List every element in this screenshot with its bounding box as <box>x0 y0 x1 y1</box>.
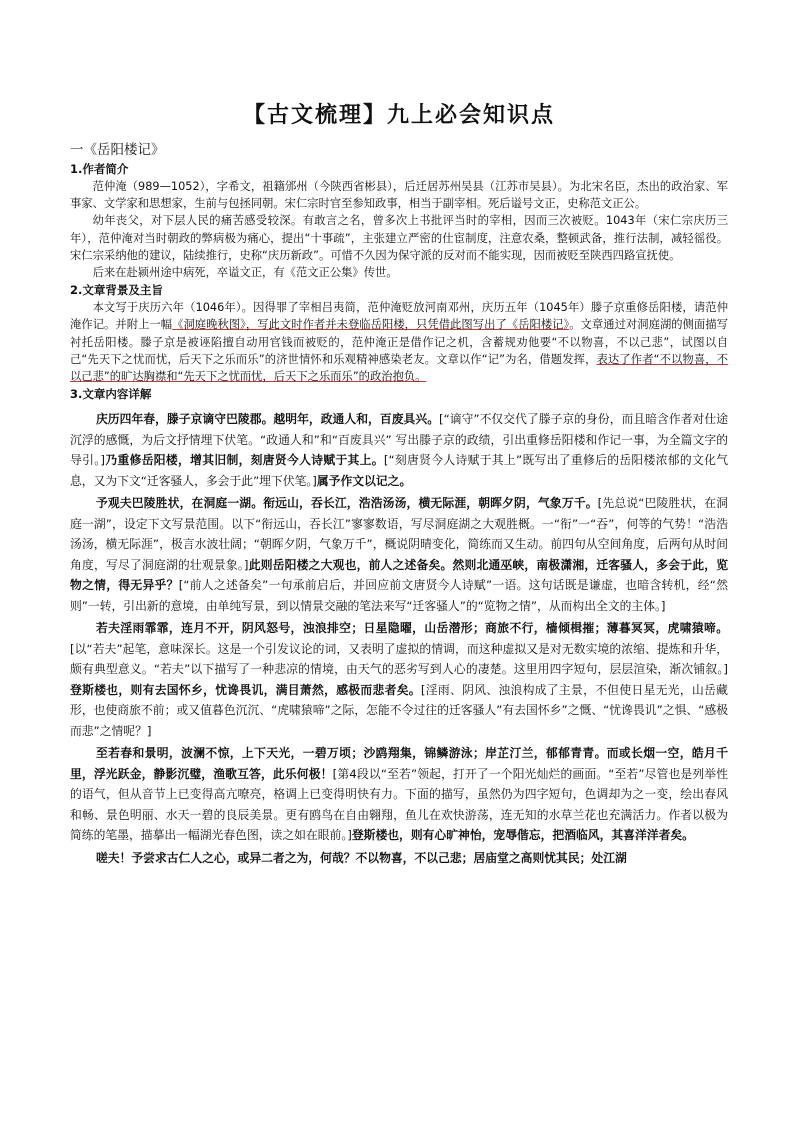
background-text-b: 。文章通过对洞庭湖的侧面描写衬托岳阳楼。滕子京是被诬陷擅自动用官钱而被贬的，范仲淹正是借作记之机，含蓄规劝他要“不以物喜，不以己悲”，试图以自己“先天下之忧而忧，后天下之乐而乐”的济世情怀和乐观精神感染老友。文章以作“记”为名，借题发挥， <box>70 318 728 366</box>
background-text-a: 本文写于庆历六年（1046年）。因得罪了宰相吕夷简，范仲淹贬放河南邓州，庆历五年（1045年）滕子京重修岳阳楼，请范仲淹作记。并附上一幅 <box>70 301 728 332</box>
original-text: 登斯楼也，则有心旷神怡，宠辱偕忘，把酒临风，其喜洋洋者矣。 <box>351 828 694 843</box>
annotation-text: [“谪守”不仅交代了滕子京的身份，而且暗含作者对仕途沉浮的感慨，为后文抒情埋下伏笔。“政通人和”和“百废具兴” 写出滕子京的政绩，引出重修岳阳楼和作记一事，为全篇文字的导引。] <box>70 412 728 468</box>
content-paragraph-3 <box>70 618 728 741</box>
section-title: 一《岳阳楼记》 <box>70 142 165 158</box>
original-text: 嗟夫！予尝求古仁人之心，或异二者之为，何哉？不以物喜，不以己悲；居庙堂之高则忧其民；处江湖 <box>95 850 627 865</box>
annotation-text: [淫雨、阴风、浊浪构成了主景，不但使日星无光，山岳藏形，也使商旅不前；或又值暮色沉沉、“虎啸猿啼”之际，怎能不令过往的迁客骚人”有去国怀乡”之慨、“忧谗畏讥”之惧、“感极而悲”之情呢？] <box>70 682 728 738</box>
original-text: 乃重修岳阳楼，增其旧制，刻唐贤今人诗赋于其上。 <box>105 453 384 468</box>
document-body <box>70 100 728 868</box>
page-title: 【古文梳理】九上必会知识点 <box>242 102 555 128</box>
author-paragraph-2: 幼年丧父，对下层人民的痛苦感受较深。有敢言之名，曾多次上书批评当时的宰相，因而三次被贬。1043年（宋仁宗庆历三年），范仲淹对当时朝政的弊病极为痛心，提出“十事疏”，主张建立严密的仕宦制度，注意农桑，整顿武备，推行法制，减轻徭役。宋仁宗采纳他的建议，陆续推行，史称“庆历新政”。可惜不久因为保守派的反对而不能实现，因而被贬至陕西四路宣抚使。 <box>70 214 728 262</box>
annotation-text: [“前人之述备矣”一句承前启后，并回应前文唐贤今人诗赋”一语。这句话既是谦虚，也暗含转机，经“然则”一转，引出新的意境，由单纯写景，到以情景交融的笔法来写“迁客骚人”的“览物之情”，从而构出全文的主体。] <box>70 578 728 613</box>
original-text: 至若春和景明，波澜不惊，上下天光，一碧万顷；沙鸥翔集，锦鳞游泳；岸芷汀兰，郁郁青青。而或长烟一空，皓月千里，浮光跃金，静影沉璧，渔歌互答，此乐何极！ <box>70 746 728 781</box>
original-text: 登斯楼也，则有去国怀乡，忧谗畏讥，满目萧然，感极而悲者矣。 <box>70 682 421 697</box>
content-paragraph-5 <box>70 848 728 869</box>
annotation-text: [第4段以“至若”领起，打开了一个阳光灿烂的画面。“至若”尽管也是列举性的语气，但从音节上已变得高亢嘹亮，格调上已变得明快有力。下面的描写，虽然仍为四字短句，色调却为之一变，绘出春风和畅、景色明丽、水天一碧的良辰美景。更有鸥鸟在自由翱翔，鱼儿在欢快游荡，连无知的水草兰花也充满活力。作者以极为简练的笔墨，描摹出一幅湖光春色图，读之如在眼前。] <box>70 766 728 843</box>
original-text: 庆历四年春，滕子京谪守巴陵郡。越明年，政通人和，百废具兴。 <box>95 412 440 427</box>
annotation-text: [先总说“巴陵胜状，在洞庭一湖”，设定下文写景范围。以下“衔远山，吞长江”寥寥数语，写尽洞庭湖之大观胜概。一“衔”一“吞”，何等的气势！“浩浩汤汤，横无际涯”，极言水波壮阔；“朝晖夕阴，气象万千”，概说阴晴变化，简练而又生动。前四句从空间角度，后两句从时间角度，写尽了洞庭湖的壮观景象。] <box>70 496 728 572</box>
heading-content: 3.文章内容详解 <box>70 387 152 402</box>
original-text: 此则岳阳楼之大观也，前人之述备矣。然则北通巫峡，南极潇湘，迁客骚人，多会于此，览物之情，得无异乎？ <box>70 557 728 593</box>
background-paragraph <box>70 299 728 385</box>
heading-background: 2.文章背景及主旨 <box>70 283 163 298</box>
content-paragraph-2 <box>70 493 728 616</box>
author-paragraph-1: 范仲淹（989—1052），字希文，祖籍邠州（今陕西省彬县），后迁居苏州吴县（江苏市吴县）。为北宋名臣，杰出的政治家、军事家、文学家和思想家，生前与包拯同朝。宋仁宗时官至参知政事，相当于副宰相。死后谥号文正，史称范文正公。 <box>70 180 728 211</box>
original-text: 若夫淫雨霏霏，连月不开，阴风怒号，浊浪排空；日星隐曜，山岳潜形；商旅不行，樯倾楫摧；薄暮冥冥，虎啸猿啼。 <box>95 621 728 636</box>
content-paragraph-1 <box>70 409 728 491</box>
original-text: 予观夫巴陵胜状，在洞庭一湖。衔远山，吞长江，浩浩汤汤，横无际涯，朝晖夕阴，气象万千。 <box>95 496 598 511</box>
author-paragraph-3: 后来在赴颍州途中病死，卒谥文正，有《范文正公集》传世。 <box>92 266 398 280</box>
annotation-text: [以“若夫”起笔，意味深长。这是一个引发议论的词，又表明了虚拟的情调，而这种虚拟又是对无数实境的浓缩、提炼和升华，颇有典型意义。“若夫”以下描写了一种悲凉的情境，由天气的恶劣写到人心的凄楚。这里用四字短句，层层渲染，渐次铺叙。] <box>70 641 728 677</box>
heading-author: 1.作者简介 <box>70 162 129 176</box>
original-text: 属予作文以记之。 <box>316 473 412 488</box>
annotation-text: [“刻唐贤今人诗赋于其上”既写出了重修后的岳阳楼浓郁的文化气息，又为下文“迁客骚人，多会于此”埋下伏笔。] <box>70 453 728 488</box>
content-paragraph-4 <box>70 743 728 846</box>
background-underlined-2: 表达了作者“不以物喜，不以己悲”的旷达胸襟和“先天下之忧而忧，后天下之乐而乐”的政治抱负。 <box>70 352 728 384</box>
background-underlined-1: 《洞庭晚秋图》，写此文时作者并未登临岳阳楼，只凭借此图写出了《岳阳楼记》 <box>172 318 570 332</box>
